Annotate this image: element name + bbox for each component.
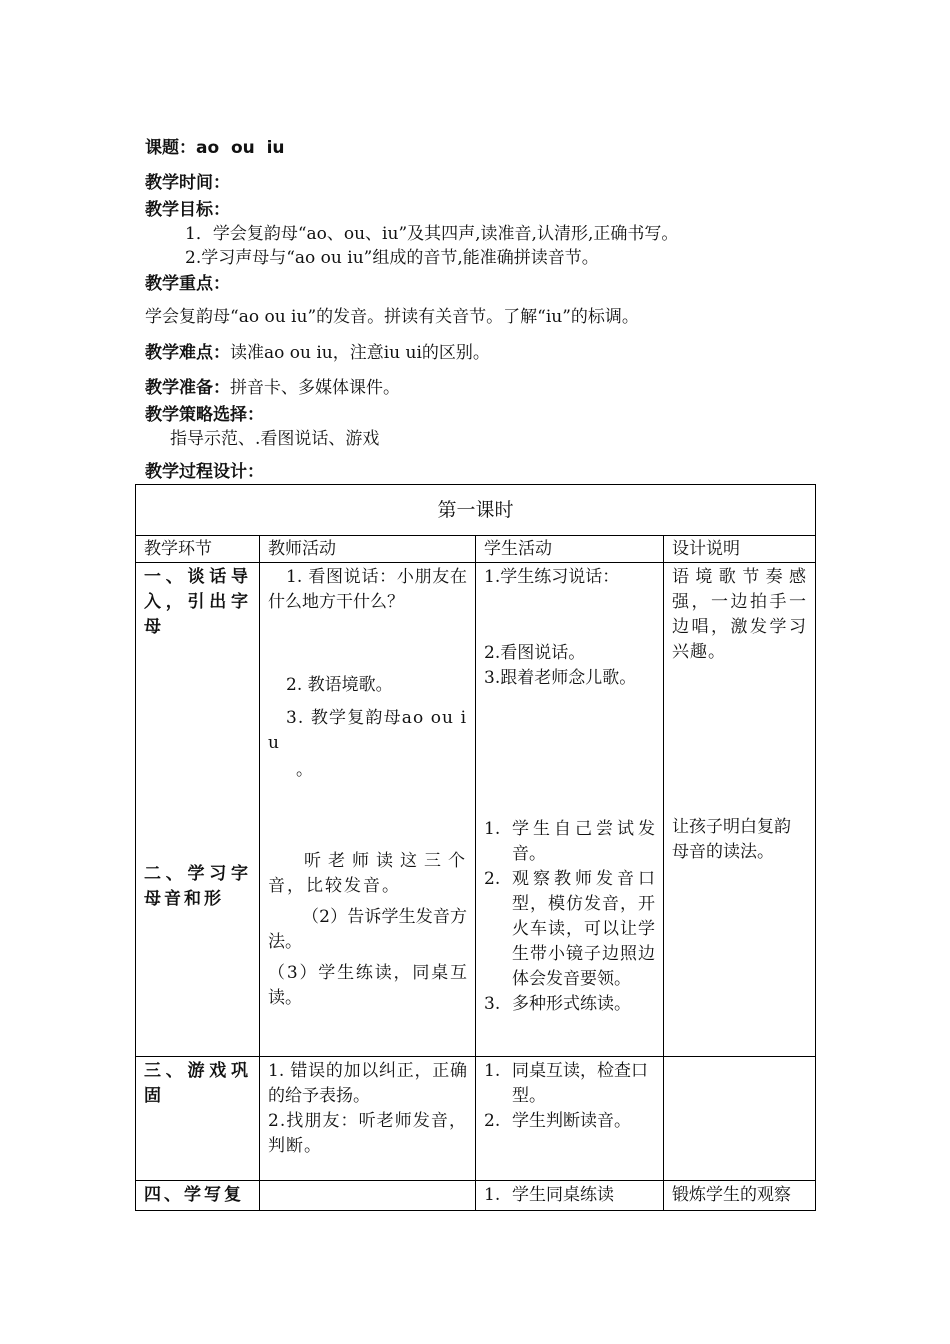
student-list	[484, 1183, 655, 1208]
process-label: 教学过程设计：	[145, 462, 264, 482]
teacher-step-6: （3）学生练读，同桌互读。	[268, 963, 467, 1008]
difficulty-line	[145, 342, 490, 364]
list-item	[484, 1109, 655, 1134]
student-list	[484, 1059, 655, 1134]
list-text: 学生判断读音。	[512, 1111, 631, 1131]
time-label: 教学时间：	[145, 173, 230, 193]
list-num: 3.	[484, 994, 501, 1014]
topic-line	[145, 137, 285, 159]
table-row	[136, 1181, 816, 1211]
notes-cell: 锻炼学生的观察	[664, 1181, 816, 1211]
list-num: 2.	[484, 869, 501, 889]
teacher-cell	[260, 563, 476, 1057]
list-item	[484, 1059, 655, 1109]
lesson-table	[135, 484, 816, 1211]
student-cell	[476, 1181, 664, 1211]
stage-cell	[136, 1181, 260, 1211]
teacher-game-2: 2.找朋友：听老师发音，判断。	[268, 1111, 467, 1156]
col-header-stage: 教学环节	[136, 536, 260, 563]
difficulty-label: 教学难点：	[145, 343, 230, 363]
table-row	[136, 563, 816, 1057]
list-num: 1.	[484, 1061, 501, 1081]
student-step-1: 1.学生练习说话：	[484, 567, 620, 587]
goal-item-1: 1．学会复韵母“ao、ou、iu”及其四声,读准音,认清形,正确书写。	[185, 224, 679, 244]
list-item	[484, 867, 655, 992]
list-text: 多种形式练读。	[512, 994, 631, 1014]
goal-item-2: 2.学习声母与“ao ou iu”组成的音节,能准确拼读音节。	[185, 248, 599, 268]
list-num: 1.	[484, 819, 501, 839]
stage-3: 三、游戏巩固	[144, 1061, 251, 1106]
stage-cell	[136, 563, 260, 1057]
strategy-label: 教学策略选择：	[145, 405, 264, 425]
student-list	[484, 817, 655, 1017]
stage-4: 四、学写复	[144, 1185, 244, 1205]
table-header-row	[136, 536, 816, 563]
stage-cell	[136, 1057, 260, 1181]
note-1: 语境歌节奏感强，一边拍手一边唱，激发学习兴趣。	[672, 567, 808, 662]
list-item	[484, 817, 655, 867]
teacher-step-5: （2）告诉学生发音方法。	[268, 907, 467, 952]
list-num: 2.	[484, 1111, 501, 1131]
student-step-3: 3.跟着老师念儿歌。	[484, 668, 637, 688]
list-item	[484, 992, 655, 1017]
key-text: 学会复韵母“ao ou iu”的发音。拼读有关音节。了解“iu”的标调。	[145, 307, 639, 327]
list-item	[484, 1183, 655, 1208]
teacher-step-3-end: 。	[296, 760, 313, 780]
stage-1: 一、谈话导入，引出字母	[144, 567, 251, 637]
prep-label: 教学准备：	[145, 378, 230, 398]
col-header-notes: 设计说明	[664, 536, 816, 563]
notes-cell	[664, 1057, 816, 1181]
table-title: 第一课时	[136, 485, 816, 536]
topic-label: 课题：	[145, 138, 196, 158]
prep-line	[145, 377, 400, 399]
stage-2: 二、学习字母音和形	[144, 864, 251, 909]
goal-label: 教学目标：	[145, 200, 230, 220]
teacher-cell	[260, 1057, 476, 1181]
teacher-step-4: 听老师读这三个音，比较发音。	[268, 851, 467, 896]
teacher-game-1: 1. 错误的加以纠正，正确的给予表扬。	[268, 1061, 467, 1106]
note-2: 让孩子明白复韵母音的读法。	[672, 817, 791, 862]
prep-text: 拼音卡、多媒体课件。	[230, 378, 400, 398]
list-text: 同桌互读，检查口型。	[512, 1061, 648, 1106]
list-num: 1.	[484, 1185, 501, 1205]
notes-cell	[664, 563, 816, 1057]
difficulty-text: 读准ao ou iu，注意iu ui的区别。	[230, 343, 490, 363]
teacher-step-3: 3. 教学复韵母ao ou iu	[268, 708, 467, 753]
key-label: 教学重点：	[145, 274, 230, 294]
topic-value: ao ou iu	[196, 138, 285, 158]
student-cell	[476, 563, 664, 1057]
col-header-student: 学生活动	[476, 536, 664, 563]
student-step-2: 2.看图说话。	[484, 643, 586, 663]
col-header-teacher: 教师活动	[260, 536, 476, 563]
strategy-text: 指导示范、.看图说话、游戏	[170, 429, 380, 449]
list-text: 学生同桌练读	[512, 1185, 614, 1205]
list-text: 观察教师发音口型，模仿发音，开火车读，可以让学生带小镜子边照边体会发音要领。	[512, 869, 655, 989]
student-cell	[476, 1057, 664, 1181]
teacher-cell	[260, 1181, 476, 1211]
table-row	[136, 1057, 816, 1181]
list-text: 学生自己尝试发音。	[512, 819, 655, 864]
teacher-step-1: 1. 看图说话：小朋友在什么地方干什么？	[268, 567, 467, 612]
teacher-step-2: 2. 教语境歌。	[286, 675, 393, 695]
